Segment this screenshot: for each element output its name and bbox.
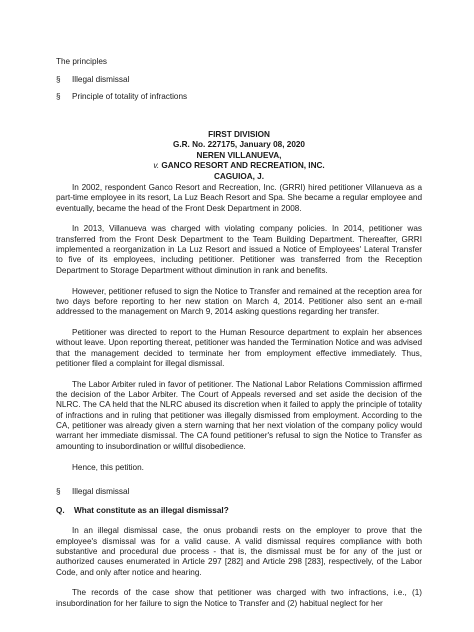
paragraph: In an illegal dismissal case, the onus probandi rests on the employer to prove that the employee's dismissal was for a valid cause. A valid dismissal requires compliance with both substantive and procedural due process - that is, the dismissal must be for any of the just or authorized causes enumerated in Article 297 [282] and Article 298 [283], respectively, of the Labor Code, and only after notice and hearing. xyxy=(56,526,422,577)
paragraph: In 2002, respondent Ganco Resort and Recreation, Inc. (GRRI) hired petitioner Villanueva as a part-time employee in its resort, La Luz Beach Resort and Spa. She became a regular employee and eventually, became the head of the Front Desk Department in 2008. xyxy=(56,183,422,213)
paragraph: The records of the case show that petitioner was charged with two infractions, i.e., (1) insubordination for her failure to sign the Notice to Transfer and (2) habitual neglect for her xyxy=(56,588,422,608)
division: FIRST DIVISION xyxy=(208,130,270,139)
respondent-line: v. GANCO RESORT AND RECREATION, INC. xyxy=(153,161,325,171)
question: Q. What constitute as an illegal dismissal? xyxy=(56,506,229,516)
paragraph: Petitioner was directed to report to the Human Resource department to explain her absences without leave. Upon reporting thereat, petitioner was handed the Termination Notice and was advised that the management decided to terminate her from employment effective immediately. Thus, petitioner filed a complaint for illegal dismissal. xyxy=(56,328,422,368)
section-symbol: § xyxy=(56,74,61,84)
gr-number: G.R. No. 227175, January 08, 2020 xyxy=(173,140,305,150)
principle-item: § Illegal dismissal xyxy=(56,74,130,84)
case-body xyxy=(56,183,422,620)
question-label: Q. xyxy=(56,506,65,516)
principle-item: § Principle of totality of infractions xyxy=(56,92,188,101)
section-heading: § Illegal dismissal xyxy=(56,486,130,496)
paragraph: In 2013, Villanueva was charged with violating company policies. In 2014, petitioner was transferred from the Front Desk Department to the Team Building Department. Thereafter, GRRI implemented a reorganization in La Luz Resort and issued a Notice of Employees' Lateral Transfer to five of its employees, including petitioner. Petitioner was transferred from the Reception Department to Storage Department without diminution in rank and benefits. xyxy=(56,224,422,275)
section-symbol: § xyxy=(56,486,61,496)
versus: v. xyxy=(153,161,160,171)
paragraph: However, petitioner refused to sign the Notice to Transfer and remained at the reception area for two days before reporting to her new station on March 4, 2014. Petitioner also sent an e-mail addressed to the management on March 9, 2014 asking questions regarding her transfer. xyxy=(56,286,422,317)
paragraph: Hence, this petition. xyxy=(72,462,144,472)
principles-list xyxy=(56,57,187,110)
petitioner-name: NEREN VILLANUEVA, xyxy=(196,150,282,160)
paragraph: The Labor Arbiter ruled in favor of petitioner. The National Labor Relations Commission affirmed the decision of the Labor Arbiter. The Court of Appeals reversed and set aside the decision of the NLRC. The CA held that the NLRC abused its discretion when it failed to apply the principle of totality of infractions and in ruling that petitioner was illegally dismissed from employment. According to the CA, petitioner was already given a stern warning that her next violation of the company policy would warrant her immediate dismissal. The CA found petitioner's refusal to sign the Notice to Transfer as amounting to insubordination or willful disobedience. xyxy=(56,379,422,451)
ponente: CAGUIOA, J. xyxy=(213,171,265,181)
case-heading xyxy=(56,130,422,182)
section-symbol: § xyxy=(56,92,61,101)
principles-heading: The principles xyxy=(56,57,107,66)
